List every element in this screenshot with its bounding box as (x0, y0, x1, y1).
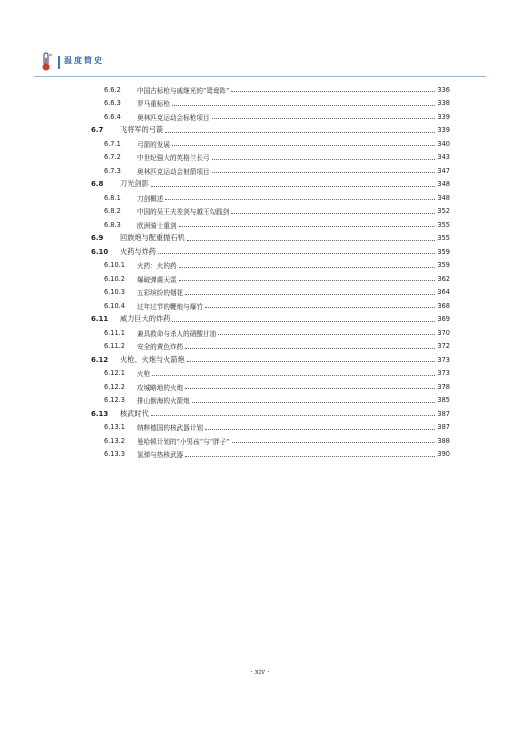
toc-entry-title: 爆破弹震天雷 (137, 275, 177, 284)
toc-entry-page: 359 (437, 261, 450, 270)
header-divider-bar (58, 56, 60, 69)
toc-entry-title: 奥林匹克运动会标枪项目 (137, 113, 210, 122)
toc-entry-page: 387 (437, 423, 450, 432)
toc-entry-title: 攻城略地的火炮 (137, 383, 184, 392)
thermometer-logo-icon (38, 52, 54, 72)
toc-entry-page: 359 (437, 247, 450, 256)
toc-entry[interactable] (0, 137, 520, 151)
toc-entry-page: 362 (437, 274, 450, 283)
toc-leader-dots (187, 361, 435, 362)
toc-entry[interactable] (0, 124, 520, 138)
toc-entry[interactable] (0, 407, 520, 421)
toc-entry[interactable] (0, 434, 520, 448)
toc-entry-title: 中国古标枪与戚继光的“鸳鸯阵” (137, 86, 230, 95)
toc-entry-page: 348 (437, 180, 450, 189)
toc-entry[interactable] (0, 299, 520, 313)
toc-leader-dots (172, 105, 435, 106)
toc-entry-number: 6.6.3 (104, 99, 121, 108)
toc-entry-title: 刀剑概述 (137, 194, 164, 203)
toc-entry-title: 弓箭的发展 (137, 140, 170, 149)
toc-entry-number: 6.13.3 (104, 450, 125, 459)
toc-entry[interactable] (0, 286, 520, 300)
toc-leader-dots (172, 321, 435, 322)
toc-entry-page: 385 (437, 396, 450, 405)
toc-entry-number: 6.11.1 (104, 328, 125, 337)
toc-entry[interactable] (0, 205, 520, 219)
toc-entry-number: 6.8.3 (104, 220, 121, 229)
toc-entry-title: 中国的吴王夫差剑与越王勾践剑 (137, 208, 230, 217)
toc-leader-dots (231, 91, 435, 92)
toc-entry-number: 6.8.2 (104, 207, 121, 216)
toc-entry-number: 6.12.2 (104, 382, 125, 391)
toc-entry-title: 刀光剑影 (120, 179, 149, 189)
toc-entry-title: 安全的黄色炸药 (137, 343, 184, 352)
toc-entry-number: 6.10.3 (104, 288, 125, 297)
book-title: 温度简史 (64, 56, 104, 65)
toc-entry-number: 6.11.2 (104, 342, 125, 351)
toc-entry-number: 6.9 (91, 234, 104, 243)
toc-leader-dots (185, 456, 435, 457)
toc-entry-title: 火药：火的药 (137, 262, 177, 271)
toc-entry[interactable] (0, 259, 520, 273)
toc-entry[interactable] (0, 340, 520, 354)
toc-entry-page: 339 (437, 112, 450, 121)
toc-entry[interactable] (0, 272, 520, 286)
toc-entry-title: 核武时代 (120, 408, 149, 418)
toc-leader-dots (165, 199, 435, 200)
page-header (34, 52, 486, 74)
toc-leader-dots (185, 388, 435, 389)
toc-entry-page: 348 (437, 193, 450, 202)
toc-entry-page: 378 (437, 382, 450, 391)
toc-leader-dots (165, 132, 435, 133)
toc-entry-title: 火枪、火炮与火箭炮 (120, 354, 185, 364)
toc-entry-page: 388 (437, 436, 450, 445)
toc-entry-number: 6.10.1 (104, 261, 125, 270)
toc-entry-page: 352 (437, 207, 450, 216)
table-of-contents (0, 83, 520, 461)
toc-leader-dots (187, 240, 435, 241)
toc-entry-page: 355 (437, 234, 450, 243)
toc-entry-page: 343 (437, 153, 450, 162)
toc-entry[interactable] (0, 367, 520, 381)
toc-leader-dots (231, 213, 435, 214)
toc-entry-page: 364 (437, 288, 450, 297)
toc-entry-title: 兼具救命与杀人的硝酸甘油 (137, 329, 217, 338)
toc-entry[interactable] (0, 164, 520, 178)
toc-entry[interactable] (0, 178, 520, 192)
toc-leader-dots (151, 186, 435, 187)
toc-entry-page: 369 (437, 315, 450, 324)
toc-entry-title: 奥林匹克运动会射箭项目 (137, 167, 210, 176)
toc-entry[interactable] (0, 421, 520, 435)
toc-entry-page: 339 (437, 126, 450, 135)
toc-entry-number: 6.6.2 (104, 85, 121, 94)
toc-leader-dots (192, 402, 435, 403)
toc-entry-number: 6.13.2 (104, 436, 125, 445)
toc-leader-dots (179, 280, 435, 281)
toc-entry-number: 6.12.3 (104, 396, 125, 405)
toc-entry[interactable] (0, 448, 520, 462)
toc-leader-dots (158, 253, 435, 254)
toc-entry-number: 6.13.1 (104, 423, 125, 432)
toc-entry-title: 回族炮与配重抛石机 (120, 233, 185, 243)
toc-entry-page: 370 (437, 328, 450, 337)
toc-entry-title: 罗马重标枪 (137, 100, 170, 109)
toc-entry-page: 368 (437, 301, 450, 310)
toc-entry-title: 中世纪强大的英格兰长弓 (137, 154, 210, 163)
toc-entry-page: 390 (437, 450, 450, 459)
toc-entry-number: 6.8 (91, 180, 104, 189)
toc-leader-dots (179, 267, 435, 268)
toc-entry-page: 338 (437, 99, 450, 108)
toc-leader-dots (179, 226, 435, 227)
toc-leader-dots (172, 145, 435, 146)
toc-entry-title: 飞将军的弓箭 (120, 125, 164, 135)
toc-leader-dots (185, 294, 435, 295)
toc-entry[interactable] (0, 151, 520, 165)
toc-entry-title: 曼哈顿计划的“小男孩”与“胖子” (137, 437, 230, 446)
toc-entry[interactable] (0, 394, 520, 408)
toc-entry-page: 372 (437, 342, 450, 351)
toc-entry-number: 6.7 (91, 126, 104, 135)
toc-entry-title: 火枪 (137, 370, 151, 379)
toc-leader-dots (218, 334, 435, 335)
toc-entry-page: 373 (437, 355, 450, 364)
toc-entry[interactable] (0, 83, 520, 97)
toc-entry-page: 373 (437, 369, 450, 378)
toc-leader-dots (205, 429, 435, 430)
toc-entry-title: 过年过节的鞭炮与爆竹 (137, 302, 203, 311)
toc-entry-number: 6.7.1 (104, 139, 121, 148)
toc-entry[interactable] (0, 353, 520, 367)
toc-entry-number: 6.10.2 (104, 274, 125, 283)
toc-leader-dots (212, 118, 435, 119)
toc-entry-page: 336 (437, 85, 450, 94)
toc-entry-page: 340 (437, 139, 450, 148)
toc-entry[interactable] (0, 232, 520, 246)
toc-entry-title: 纳粹德国的核武器计划 (137, 424, 203, 433)
toc-entry-page: 347 (437, 166, 450, 175)
toc-entry-number: 6.13 (91, 409, 109, 418)
toc-entry-title: 排山倒海的火箭炮 (137, 397, 190, 406)
toc-entry-number: 6.12.1 (104, 369, 125, 378)
toc-entry-number: 6.12 (91, 355, 109, 364)
page-number: · xiv · (250, 668, 270, 676)
toc-leader-dots (185, 348, 435, 349)
toc-entry-number: 6.6.4 (104, 112, 121, 121)
toc-entry[interactable] (0, 97, 520, 111)
toc-leader-dots (212, 172, 435, 173)
toc-entry-title: 五彩缤纷的烟花 (137, 289, 184, 298)
toc-entry[interactable] (0, 245, 520, 259)
toc-entry[interactable] (0, 313, 520, 327)
toc-entry-page: 355 (437, 220, 450, 229)
toc-entry-number: 6.7.2 (104, 153, 121, 162)
toc-leader-dots (151, 415, 435, 416)
toc-leader-dots (152, 375, 435, 376)
toc-entry-number: 6.10 (91, 247, 109, 256)
toc-entry-title: 威力巨大的炸药 (120, 314, 171, 324)
toc-leader-dots (232, 442, 435, 443)
toc-entry[interactable] (0, 380, 520, 394)
header-rule (34, 76, 486, 77)
toc-entry-title: 氢弹与热核武器 (137, 451, 184, 460)
toc-entry[interactable] (0, 191, 520, 205)
toc-leader-dots (205, 307, 435, 308)
toc-leader-dots (212, 159, 435, 160)
toc-entry-title: 欧洲骑士重剑 (137, 221, 177, 230)
toc-entry[interactable] (0, 218, 520, 232)
toc-entry-number: 6.10.4 (104, 301, 125, 310)
toc-entry[interactable] (0, 326, 520, 340)
toc-entry-page: 387 (437, 409, 450, 418)
toc-entry[interactable] (0, 110, 520, 124)
toc-entry-number: 6.8.1 (104, 193, 121, 202)
toc-entry-number: 6.7.3 (104, 166, 121, 175)
toc-entry-title: 火药与炸药 (120, 246, 156, 256)
toc-entry-number: 6.11 (91, 315, 109, 324)
